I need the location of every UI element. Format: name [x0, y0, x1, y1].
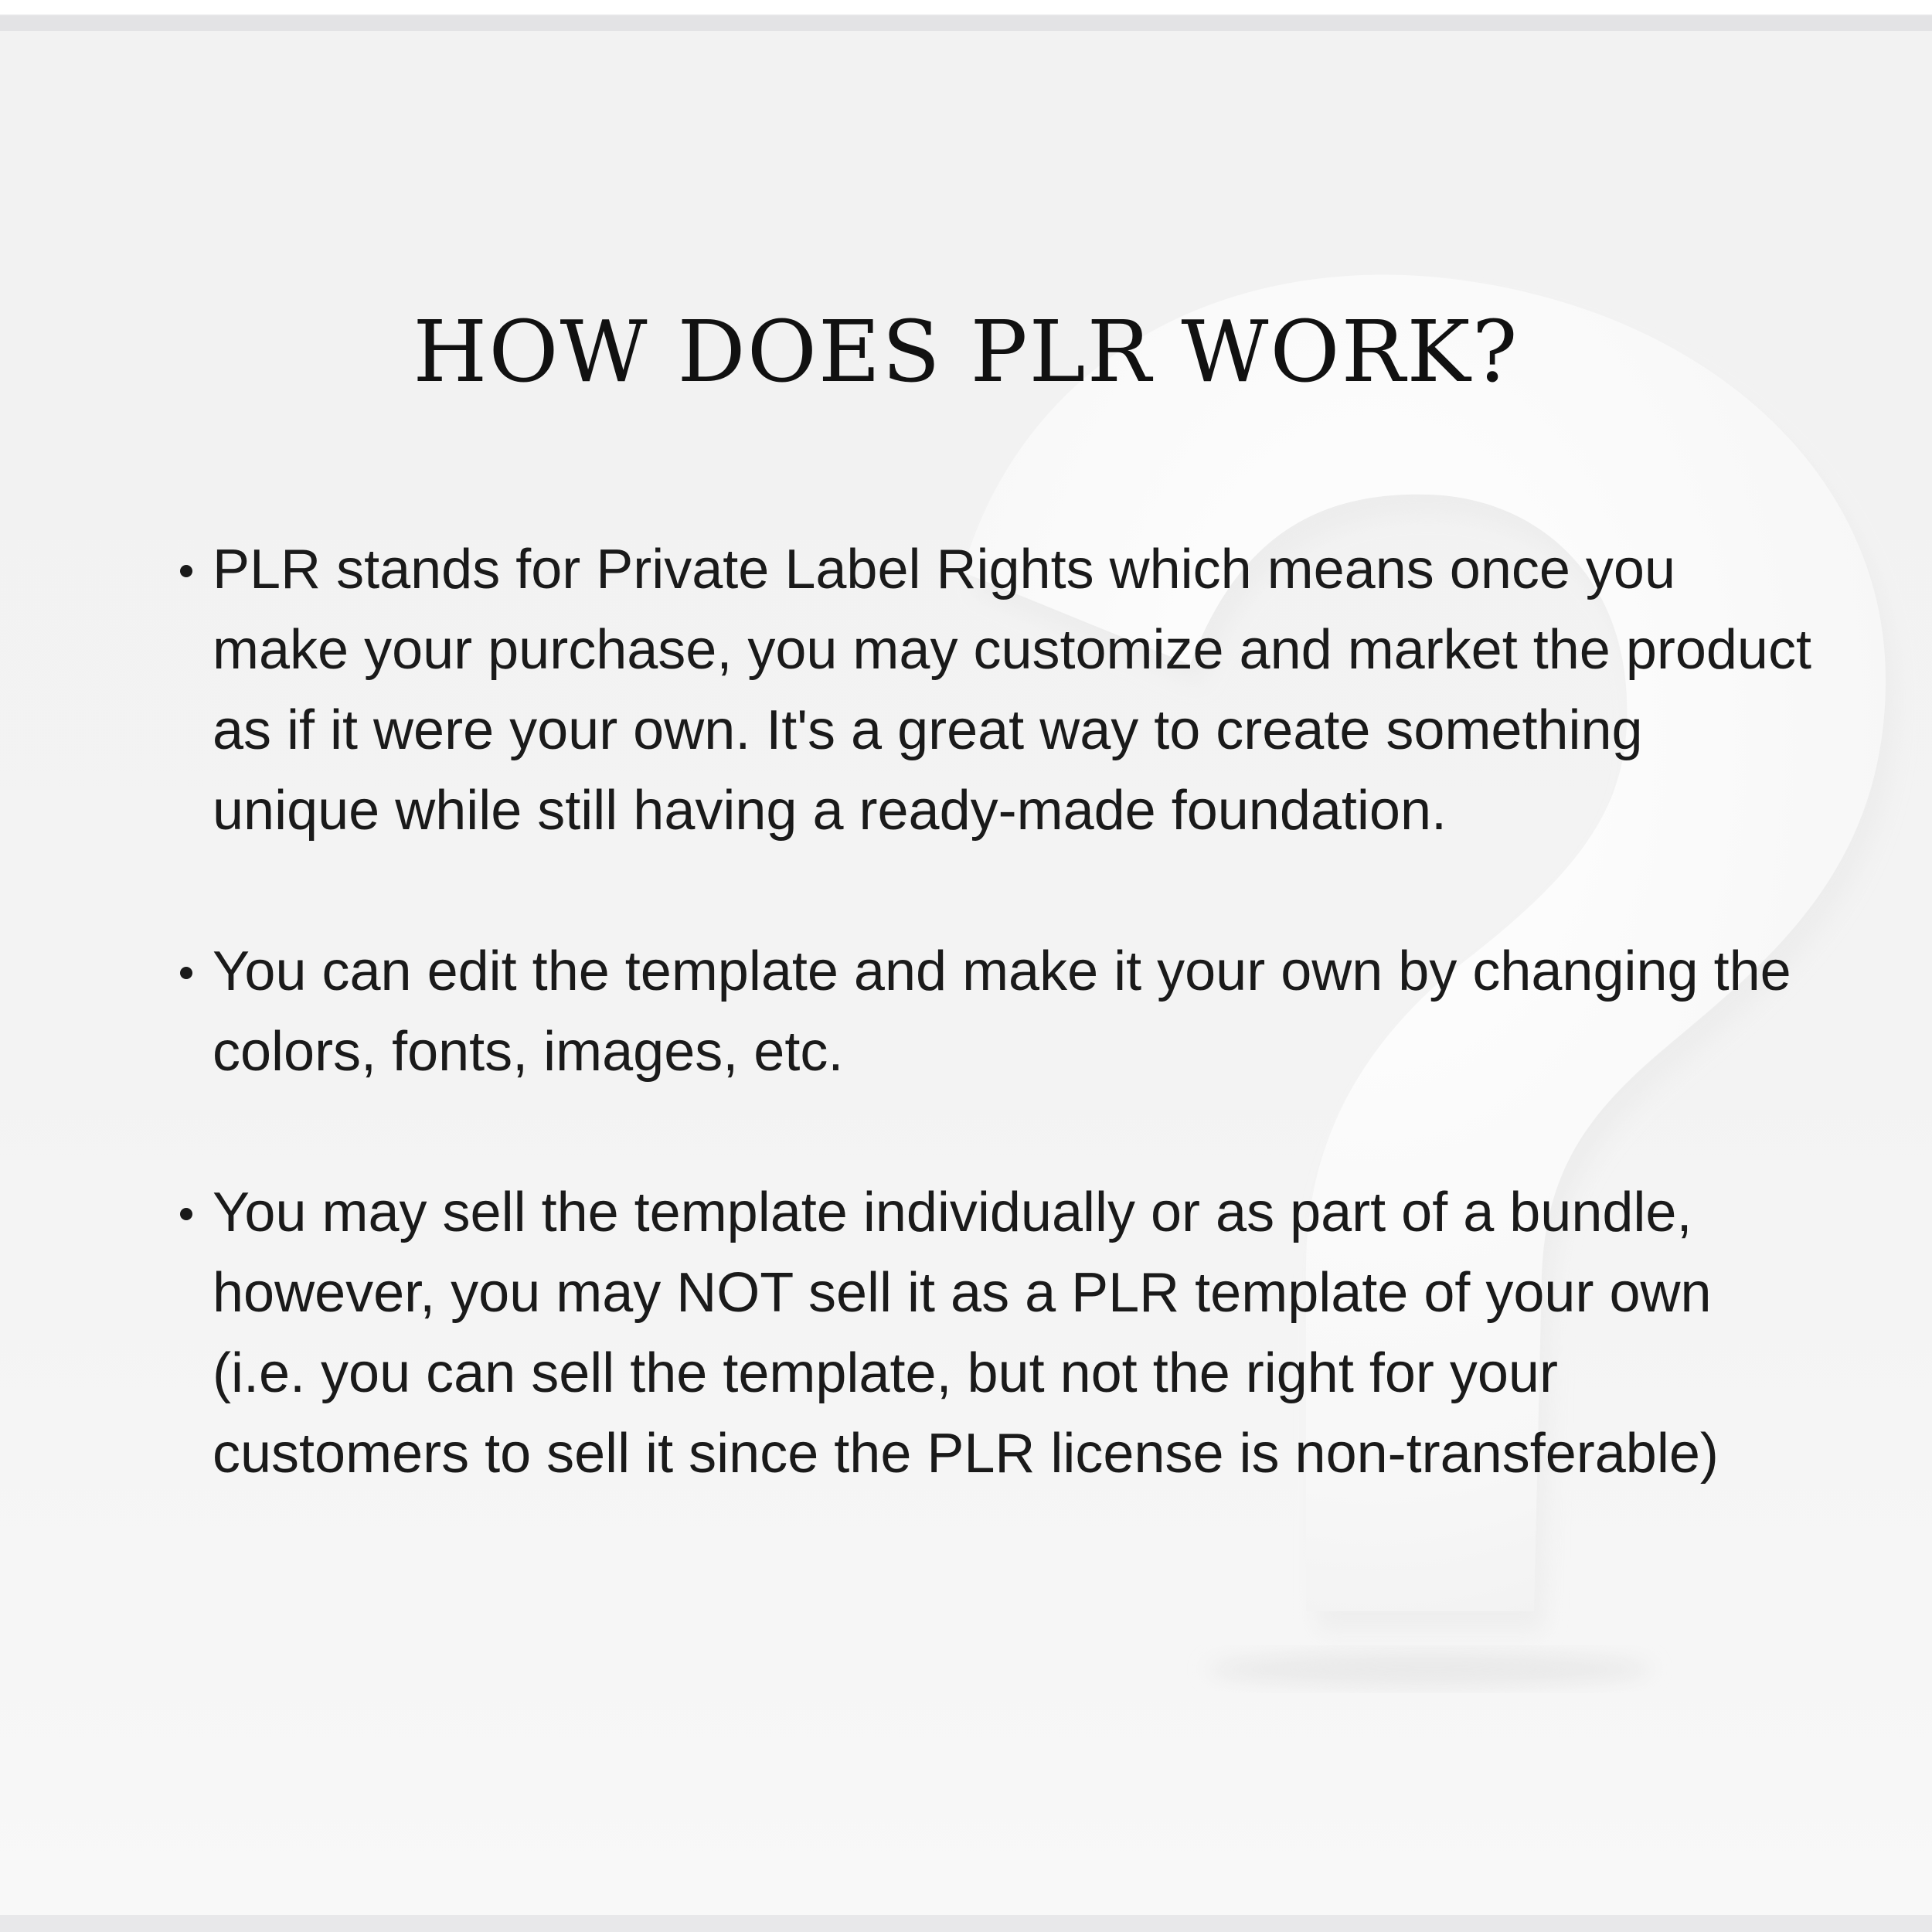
- bottom-border: [0, 1915, 1932, 1932]
- bullet-text: You may sell the template individually or as part of a bundle, however, you may NOT sell it as a PLR template of your own (i.e. you can sell the template, but not the right for your customers to sell it since the PLR license is non-transferable): [213, 1182, 1719, 1485]
- page-title: HOW DOES PLR WORK?: [413, 302, 1519, 401]
- bullet-icon: [180, 565, 192, 577]
- bullet-icon: [180, 1208, 192, 1220]
- bullet-text: PLR stands for Private Label Rights which means once you make your purchase, you may customize and market the product as if it were your own. It's a great way to create something unique while still having a ready-made foundation.: [213, 539, 1811, 842]
- list-item: [213, 529, 1812, 851]
- bullet-icon: [180, 967, 192, 979]
- list-item: [213, 1172, 1812, 1494]
- bullet-text: You can edit the template and make it your own by changing the colors, fonts, images, etc.: [213, 940, 1791, 1083]
- bullet-list: [213, 529, 1812, 1494]
- list-item: [213, 931, 1812, 1092]
